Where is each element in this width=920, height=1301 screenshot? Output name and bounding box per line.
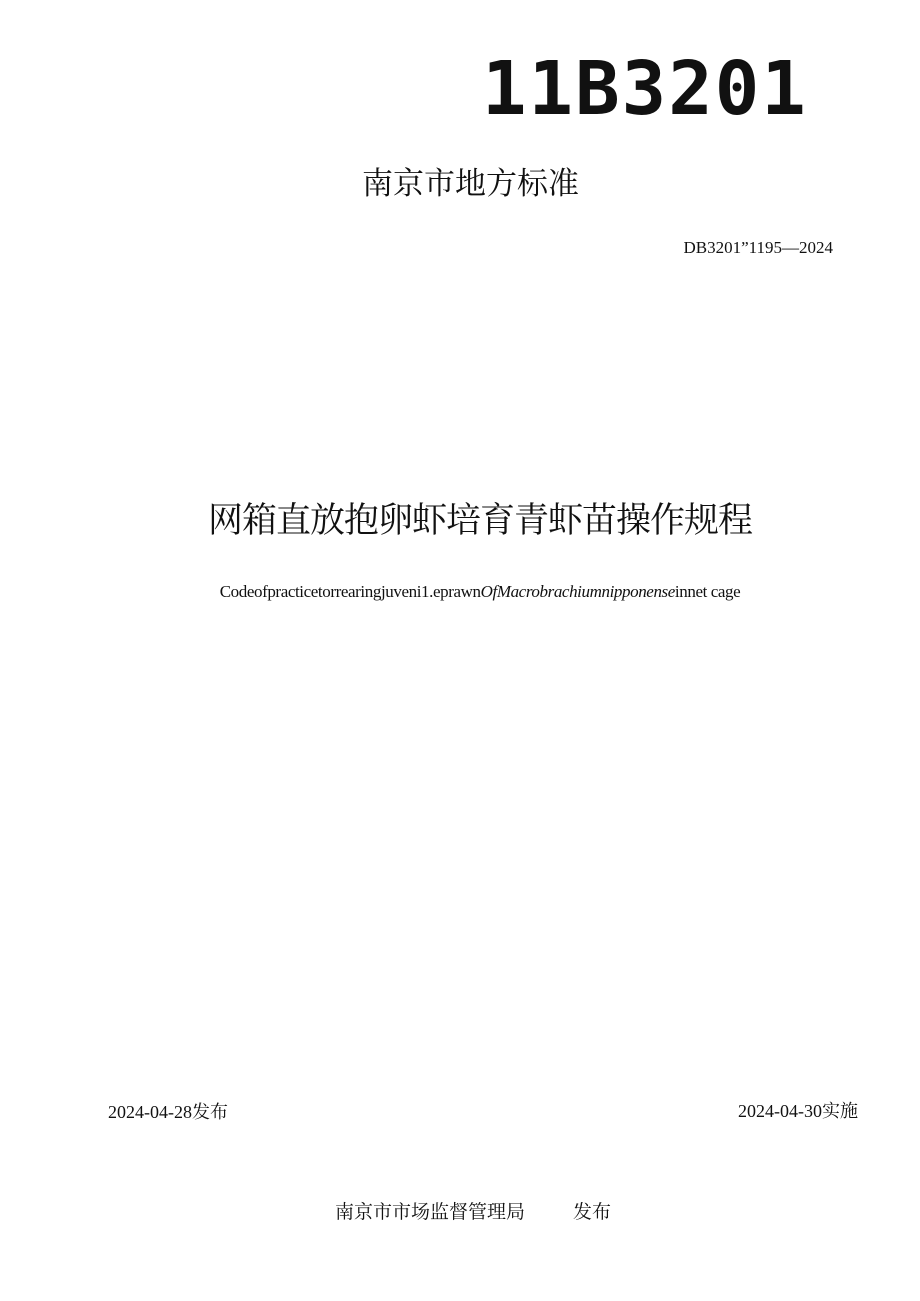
standard-kind: 南京市地方标准 (362, 166, 579, 202)
title-english-part1: Codeofpracticetorrearingjuveni1.eprawn (219, 582, 481, 601)
standard-number: DB3201”1195—2024 (683, 238, 833, 257)
issue-date: 2024-04-28 (108, 1102, 192, 1122)
issue-date-line (108, 1100, 228, 1125)
issuer-line (335, 1199, 611, 1225)
title-english-species: OfMacrobrachiumnipponense (480, 582, 675, 601)
issued-label: 发布 (573, 1201, 612, 1223)
issue-label: 发布 (192, 1102, 228, 1123)
title-chinese: 网箱直放抱卵虾培育青虾苗操作规程 (207, 501, 752, 541)
implementation-label: 实施 (822, 1101, 858, 1122)
title-english-part2: innet cage (674, 582, 741, 601)
implementation-date: 2024-04-30 (738, 1101, 822, 1121)
implementation-date-line (738, 1099, 858, 1124)
standard-code: 11B3201 (482, 46, 808, 132)
issuing-authority: 南京市市场监督管理局 (335, 1201, 526, 1223)
title-english (160, 577, 800, 606)
